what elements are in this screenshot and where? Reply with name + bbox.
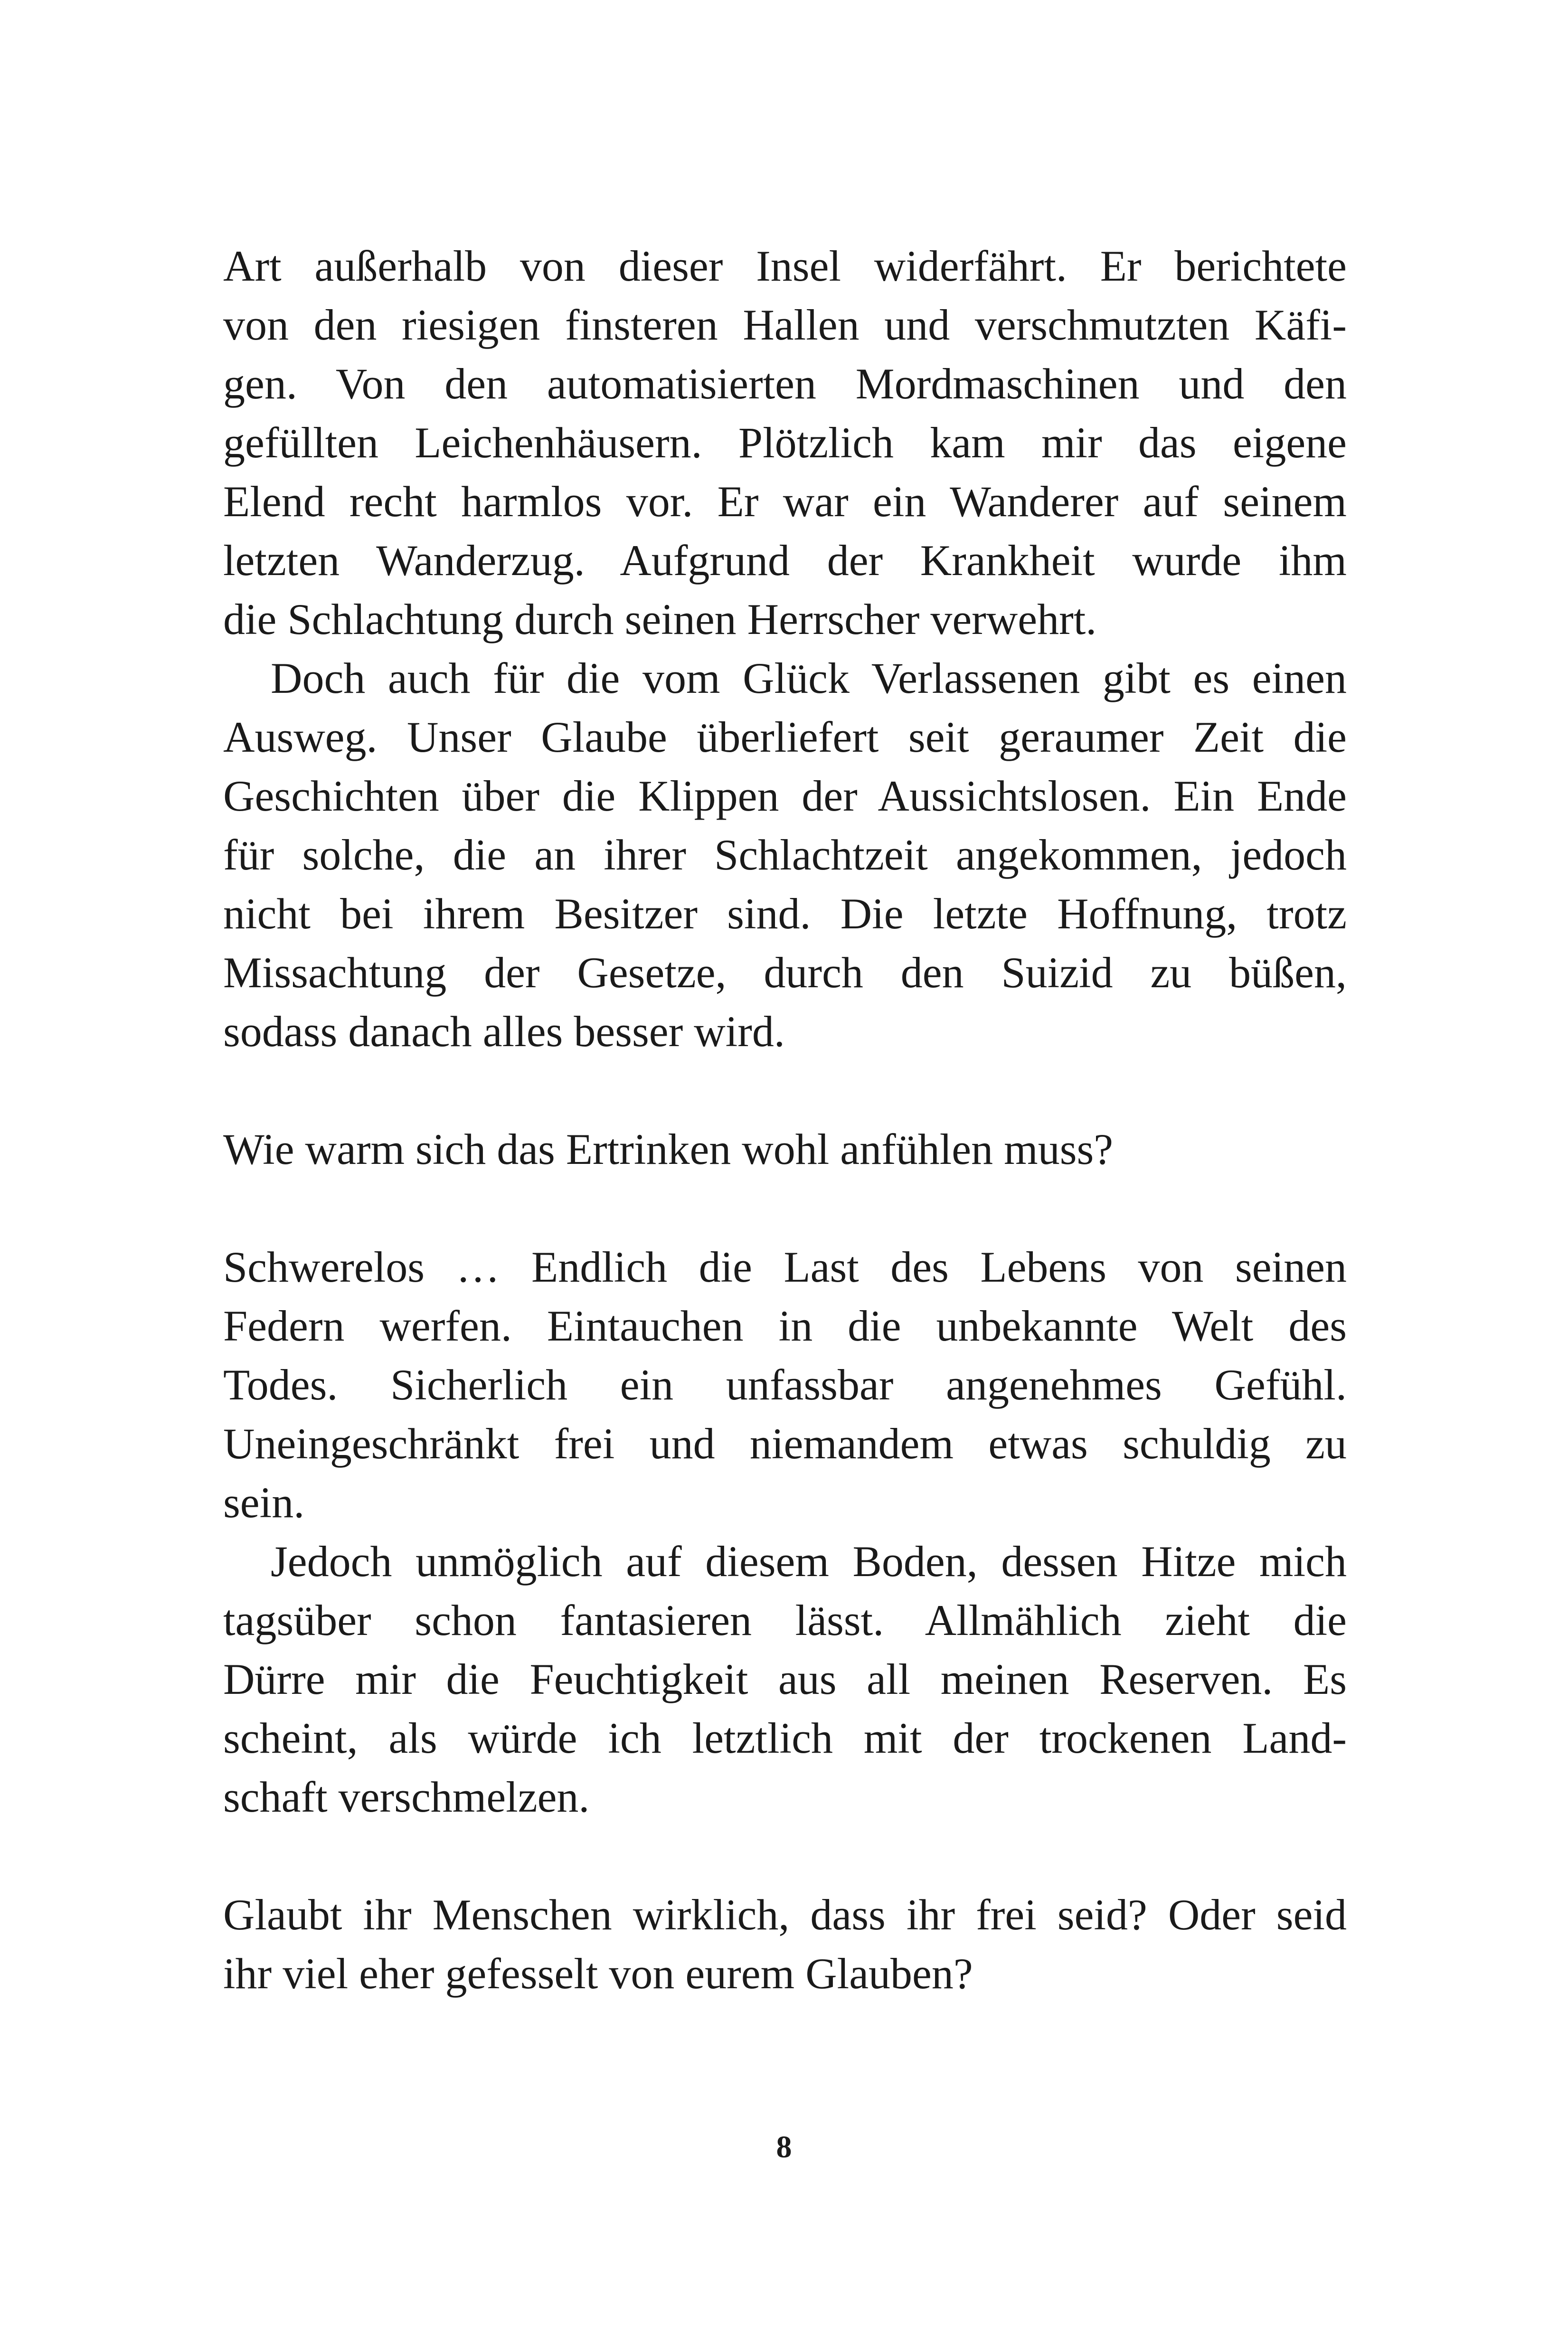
text-line: letzten Wanderzug. Aufgrund der Krankheit wurde ihm [223, 536, 1347, 585]
text-line: Doch auch für die vom Glück Verlassenen gibt es einen [271, 654, 1347, 702]
text-line: Elend recht harmlos vor. Er war ein Wanderer auf seinem [223, 477, 1347, 526]
text-line: Missachtung der Gesetze, durch den Suizid zu büßen, [223, 948, 1347, 997]
text-line: Ausweg. Unser Glaube überliefert seit geraumer Zeit die [223, 713, 1347, 761]
text-line: Schwerelos … Endlich die Last des Lebens von seinen [223, 1243, 1347, 1291]
text-line: Todes. Sicherlich ein unfassbar angenehmes Gefühl. [223, 1360, 1347, 1409]
text-line: ihr viel eher gefesselt von eurem Glauben? [223, 1949, 973, 1998]
text-line: von den riesigen finsteren Hallen und verschmutzten Käfi- [223, 301, 1347, 349]
text-line: die Schlachtung durch seinen Herrscher verwehrt. [223, 595, 1097, 643]
text-line: tagsüber schon fantasieren lässt. Allmählich zieht die [223, 1596, 1347, 1644]
text-line: scheint, als würde ich letztlich mit der trockenen Land- [223, 1714, 1347, 1762]
text-line: nicht bei ihrem Besitzer sind. Die letzte Hoffnung, trotz [223, 889, 1347, 938]
text-line: gefüllten Leichenhäusern. Plötzlich kam mir das eigene [223, 418, 1347, 467]
text-line: sein. [223, 1478, 305, 1527]
text-line: für solche, die an ihrer Schlachtzeit angekommen, jedoch [223, 831, 1347, 879]
section-gap [223, 1061, 1347, 1120]
text-line: Jedoch unmöglich auf diesem Boden, dessen Hitze mich [271, 1537, 1347, 1586]
text-line: Glaubt ihr Menschen wirklich, dass ihr frei seid? Oder seid [223, 1890, 1347, 1939]
text-line: Federn werfen. Eintauchen in die unbekannte Welt des [223, 1302, 1347, 1350]
body-text [223, 236, 1347, 2003]
page-number: 8 [776, 2130, 792, 2164]
text-line: schaft verschmelzen. [223, 1773, 590, 1821]
text-line: Uneingeschränkt frei und niemandem etwas schuldig zu [223, 1419, 1347, 1468]
section-gap [223, 1826, 1347, 1885]
section-gap [223, 1179, 1347, 1237]
text-line: Art außerhalb von dieser Insel widerfährt. Er berichtete [223, 242, 1347, 290]
text-line: Wie warm sich das Ertrinken wohl anfühlen muss? [223, 1125, 1114, 1173]
text-line: Geschichten über die Klippen der Aussichtslosen. Ein Ende [223, 772, 1347, 820]
text-line: sodass danach alles besser wird. [223, 1007, 785, 1056]
text-line: gen. Von den automatisierten Mordmaschinen und den [223, 359, 1347, 408]
text-line: Dürre mir die Feuchtigkeit aus all meinen Reserven. Es [223, 1655, 1347, 1703]
